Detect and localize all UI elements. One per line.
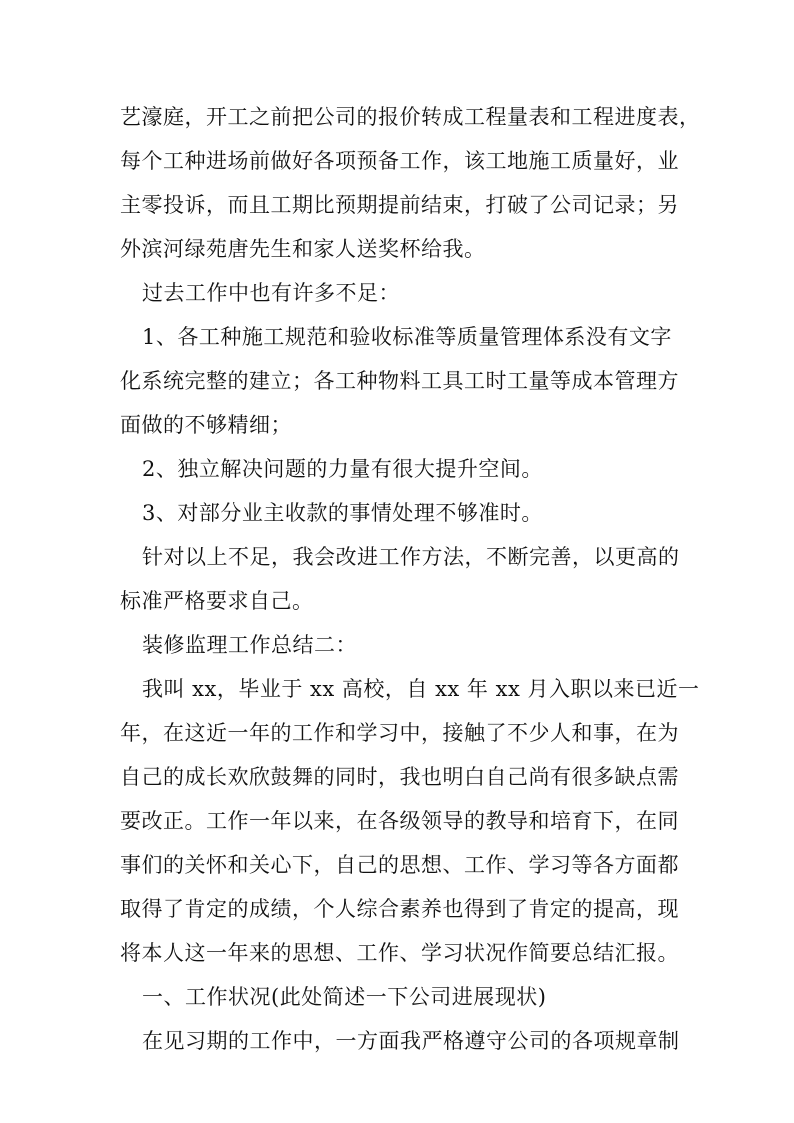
list-item-3: 3、对部分业主收款的事情处理不够准时。 — [142, 501, 543, 525]
body-text-line: 在见习期的工作中，一方面我严格遵守公司的各项规章制 — [142, 1029, 680, 1053]
subsection-heading: 一、工作状况(此处简述一下公司进展现状) — [142, 985, 547, 1009]
body-text-line: 面做的不够精细； — [120, 413, 292, 437]
body-text-line: 每个工种进场前做好各项预备工作，该工地施工质量好，业 — [120, 149, 679, 173]
body-text-line: 艺濠庭，开工之前把公司的报价转成工程量表和工程进度表， — [120, 105, 701, 129]
body-text-line: 将本人这一年来的思想、工作、学习状况作简要总结汇报。 — [120, 941, 679, 965]
section-heading: 装修监理工作总结二： — [142, 633, 357, 657]
body-text-line: 取得了肯定的成绩，个人综合素养也得到了肯定的提高，现 — [120, 897, 679, 921]
body-text-line: 化系统完整的建立；各工种物料工具工时工量等成本管理方 — [120, 369, 679, 393]
body-text-line: 标准严格要求自己。 — [120, 589, 314, 613]
body-text-line: 年，在这近一年的工作和学习中，接触了不少人和事，在为 — [120, 721, 679, 745]
body-text-line: 针对以上不足，我会改进工作方法，不断完善，以更高的 — [142, 545, 680, 569]
body-text-line: 过去工作中也有许多不足： — [142, 281, 400, 305]
list-item-2: 2、独立解决问题的力量有很大提升空间。 — [142, 457, 543, 481]
body-text-line: 我叫 xx，毕业于 xx 高校，自 xx 年 xx 月入职以来已近一 — [142, 677, 700, 701]
body-text-line: 事们的关怀和关心下，自己的思想、工作、学习等各方面都 — [120, 853, 679, 877]
body-text-line: 外滨河绿苑唐先生和家人送奖杯给我。 — [120, 237, 486, 261]
list-item-1: 1、各工种施工规范和验收标准等质量管理体系没有文字 — [142, 325, 672, 349]
body-text-line: 主零投诉，而且工期比预期提前结束，打破了公司记录；另 — [120, 193, 679, 217]
body-text-line: 自己的成长欢欣鼓舞的同时，我也明白自己尚有很多缺点需 — [120, 765, 679, 789]
body-text-line: 要改正。工作一年以来，在各级领导的教导和培育下，在同 — [120, 809, 679, 833]
